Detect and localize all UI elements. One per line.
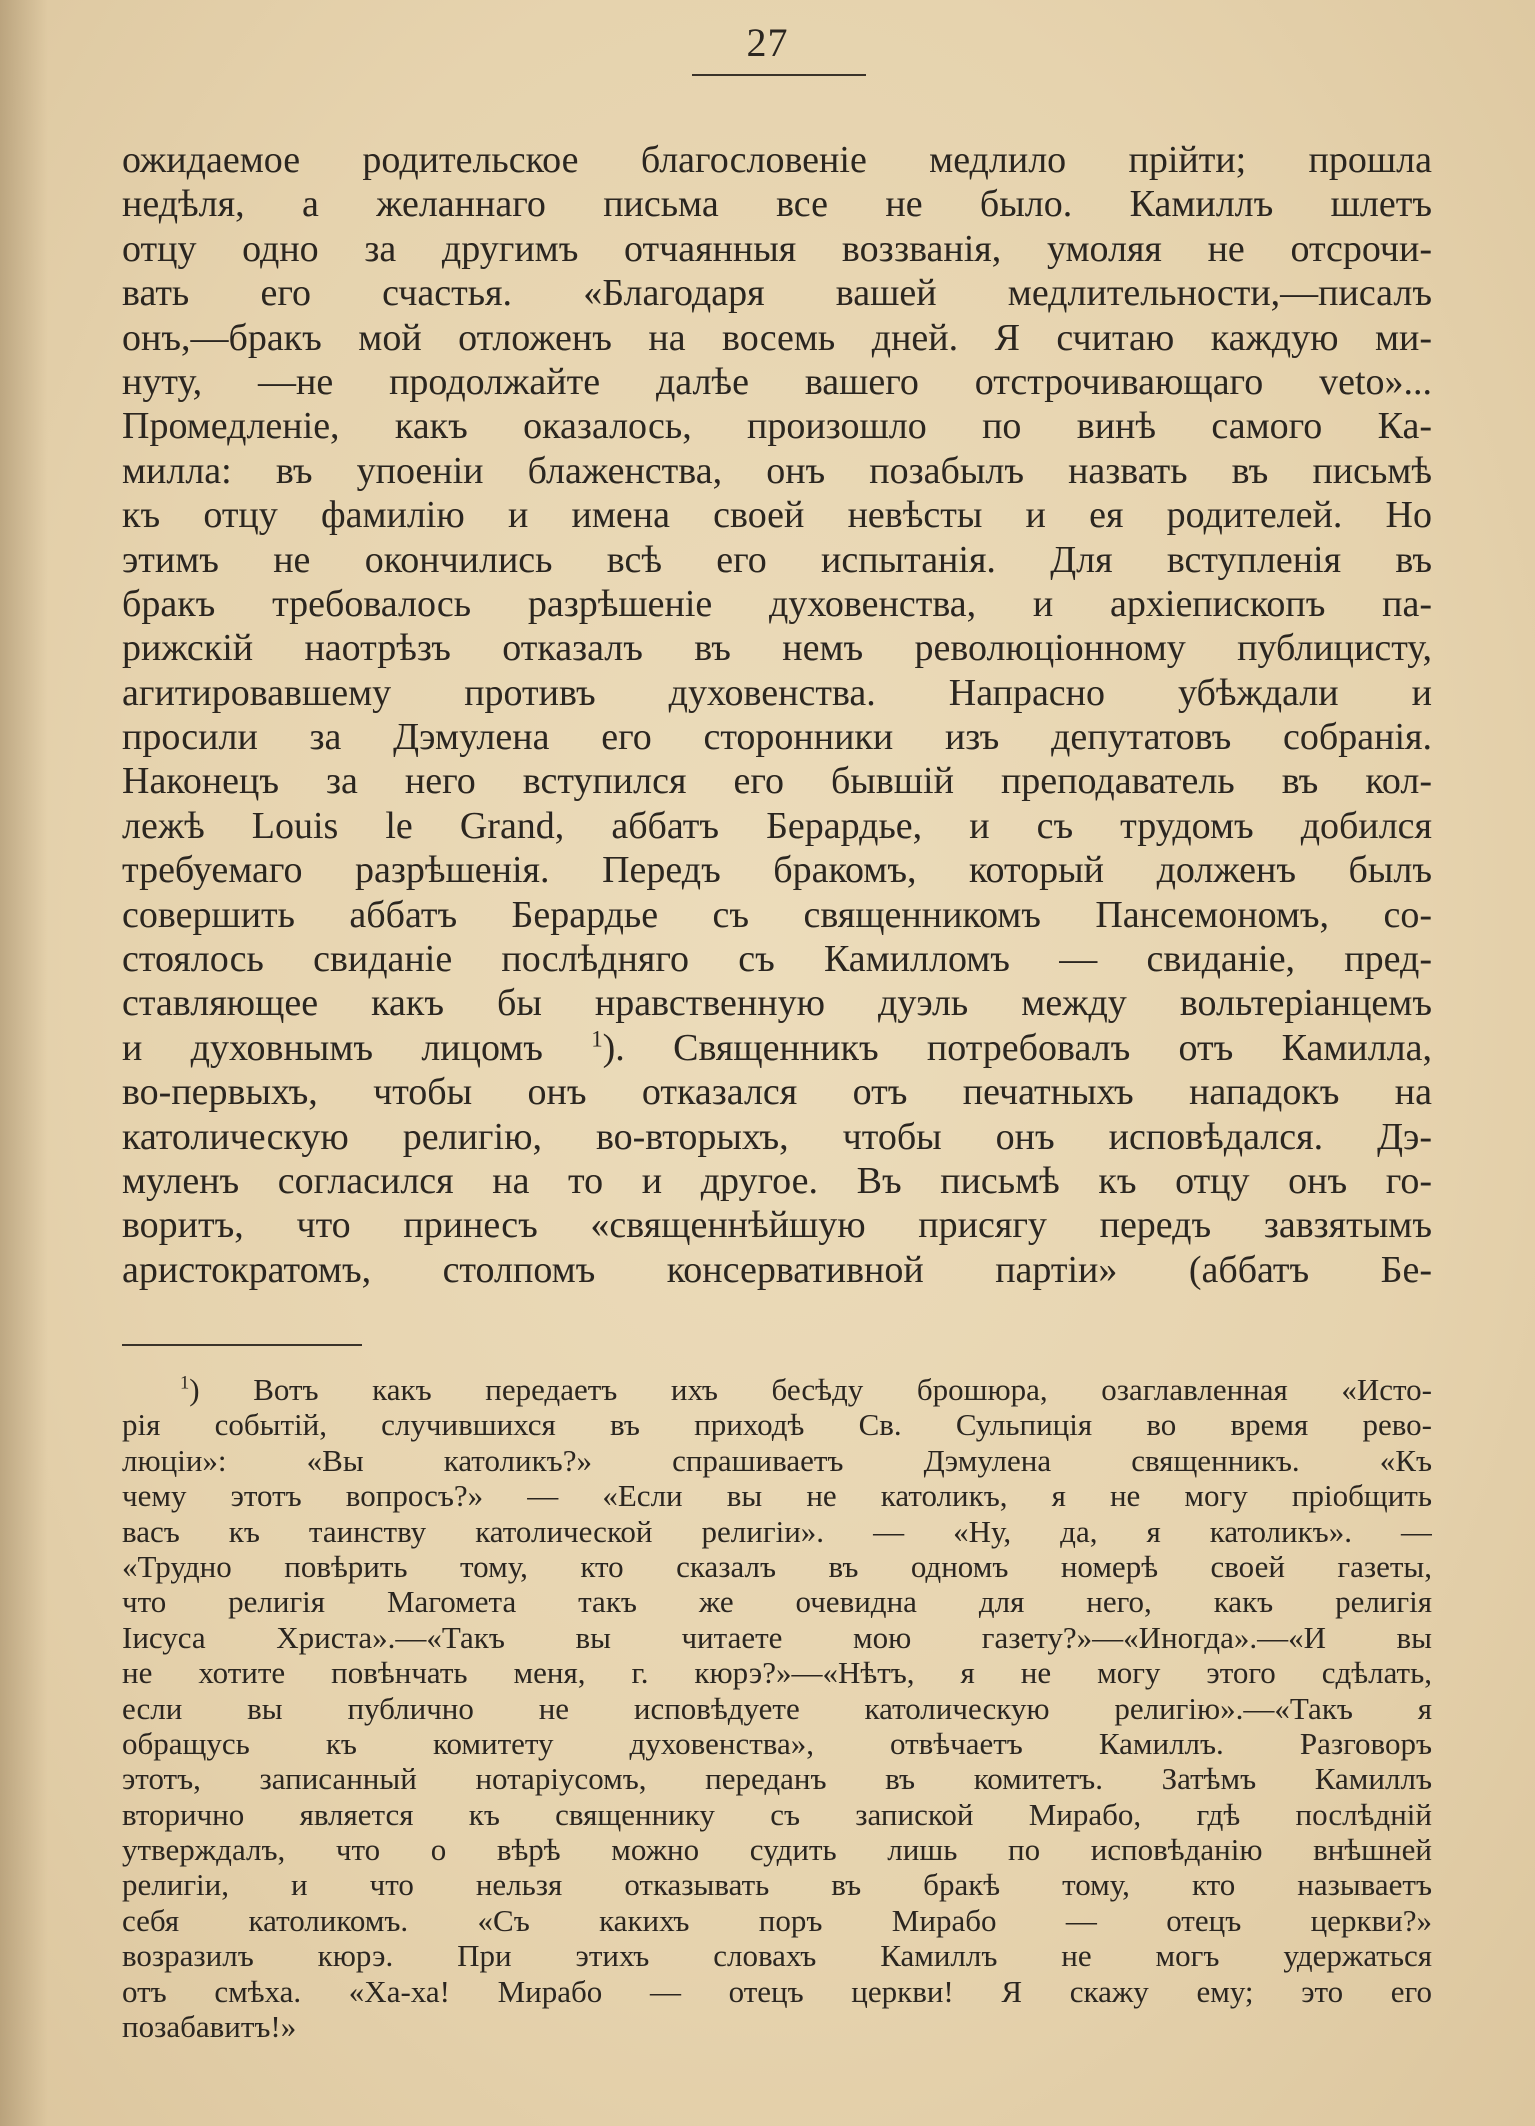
footnote-line: позабавитъ!» [122, 2009, 297, 2045]
text-line: во-первыхъ, чтобы онъ отказался отъ печатныхъ нападокъ на [122, 1071, 1432, 1114]
page-number: 27 [746, 20, 789, 65]
text-fragment: ) Вотъ какъ передаетъ ихъ бесѣду брошюра, озаглавленная «Исто- [189, 1372, 1432, 1407]
text-line: Промедленіе, какъ оказалось, произошло по винѣ самого Ка- [122, 405, 1432, 448]
text-fragment: ). Священникъ потребовалъ отъ Камилла, [602, 1026, 1432, 1069]
page-number-rule [692, 74, 866, 76]
text-line: рижскій наотрѣзъ отказалъ въ немъ революціонному публицисту, [122, 627, 1432, 670]
text-line: вать его счастья. «Благодаря вашей медлительности,—писалъ [122, 272, 1432, 315]
footnote-line [122, 1372, 1432, 1407]
footnote-line: себя католикомъ. «Съ какихъ поръ Мирабо — отецъ церкви?» [122, 1902, 1432, 1938]
text-line: Наконецъ за него вступился его бывшій преподаватель въ кол- [122, 760, 1432, 803]
footnote-line: рія событій, случившихся въ приходѣ Св. Сульпиція во время рево- [122, 1407, 1432, 1443]
text-line: бракъ требовалось разрѣшеніе духовенства, и архіепископъ па- [122, 582, 1432, 625]
text-line: отцу одно за другимъ отчаянныя воззванія, умоляя не отсрочи- [122, 227, 1432, 270]
footnote-line: Іисуса Христа».—«Такъ вы читаете мою газету?»—«Иногда».—«И вы [122, 1619, 1432, 1655]
text-line: недѣля, а желаннаго письма все не было. Камиллъ шлетъ [122, 183, 1432, 226]
footnote-line: чему этотъ вопросъ?» — «Если вы не католикъ, я не могу пріобщить [122, 1478, 1432, 1514]
text-line: ставляющее какъ бы нравственную дуэль между вольтеріанцемъ [122, 982, 1432, 1025]
text-fragment: и духовнымъ лицомъ [122, 1026, 543, 1069]
text-line: нуту, —не продолжайте далѣе вашего отстрочивающаго veto»... [122, 360, 1432, 403]
text-line: агитировавшему противъ духовенства. Напрасно убѣждали и [122, 671, 1432, 714]
text-line: стоялось свиданіе послѣдняго съ Камилломъ — свиданіе, пред- [122, 938, 1432, 981]
footnote-line: что религія Магомета такъ же очевидна для него, какъ религія [122, 1584, 1432, 1620]
text-line: просили за Дэмулена его сторонники изъ депутатовъ собранія. [122, 716, 1432, 759]
text-line: муленъ согласился на то и другое. Въ письмѣ къ отцу онъ го- [122, 1159, 1432, 1202]
text-line: аристократомъ, столпомъ консервативной партіи» (аббатъ Бе- [122, 1248, 1432, 1291]
text-line: совершить аббатъ Берардье съ священникомъ Пансемономъ, со- [122, 893, 1432, 936]
footnote-line: васъ къ таинству католической религіи». — «Ну, да, я католикъ». — [122, 1513, 1432, 1549]
text-line: онъ,—бракъ мой отложенъ на восемь дней. Я считаю каждую ми- [122, 316, 1432, 359]
gutter-shadow [0, 0, 48, 2126]
footnote-line: вторично является къ священнику съ запиской Мирабо, гдѣ послѣдній [122, 1796, 1432, 1832]
footnote-reference[interactable]: 1 [591, 1026, 603, 1052]
text-line: этимъ не окончились всѣ его испытанія. Для вступленія въ [122, 538, 1432, 581]
footnote-line: этотъ, записанный нотаріусомъ, переданъ въ комитетъ. Затѣмъ Камиллъ [122, 1761, 1432, 1797]
footnote-line: отъ смѣха. «Ха-ха! Мирабо — отецъ церкви! Я скажу ему; это его [122, 1973, 1432, 2009]
footnote-separator [122, 1344, 362, 1346]
text-line: лежѣ Louis le Grand, аббатъ Берардье, и съ трудомъ добился [122, 804, 1432, 847]
text-line: воритъ, что принесъ «священнѣйшую присягу передъ завзятымъ [122, 1204, 1432, 1247]
footnote-line: религіи, и что нельзя отказывать въ бракѣ тому, кто называетъ [122, 1867, 1432, 1903]
footnote [122, 1372, 1432, 2044]
text-line: къ отцу фамилію и имена своей невѣсты и ея родителей. Но [122, 494, 1432, 537]
footnote-line: «Трудно повѣрить тому, кто сказалъ въ одномъ номерѣ своей газеты, [122, 1548, 1432, 1584]
footnote-line: если вы публично не исповѣдуете католическую религію».—«Такъ я [122, 1690, 1432, 1726]
main-text [122, 138, 1432, 1292]
footnote-marker: 1 [180, 1372, 190, 1394]
footnote-line: люціи»: «Вы католикъ?» спрашиваетъ Дэмулена священникъ. «Къ [122, 1442, 1432, 1478]
text-line: милла: въ упоеніи блаженства, онъ позабылъ назвать въ письмѣ [122, 449, 1432, 492]
footnote-line: не хотите повѣнчать меня, г. кюрэ?»—«Нѣтъ, я не могу этого сдѣлать, [122, 1655, 1432, 1691]
footnote-line: возразилъ кюрэ. При этихъ словахъ Камиллъ не могъ удержаться [122, 1938, 1432, 1974]
text-line: католическую религію, во-вторыхъ, чтобы онъ исповѣдался. Дэ- [122, 1115, 1432, 1158]
footnote-line: обращусь къ комитету духовенства», отвѣчаетъ Камиллъ. Разговоръ [122, 1725, 1432, 1761]
text-line: требуемаго разрѣшенія. Передъ бракомъ, который долженъ былъ [122, 849, 1432, 892]
text-line-with-footnote-ref [122, 1026, 1432, 1070]
text-line: ожидаемое родительское благословеніе медлило прійти; прошла [122, 139, 1432, 181]
footnote-line: утверждалъ, что о вѣрѣ можно судить лишь по исповѣданію внѣшней [122, 1832, 1432, 1868]
